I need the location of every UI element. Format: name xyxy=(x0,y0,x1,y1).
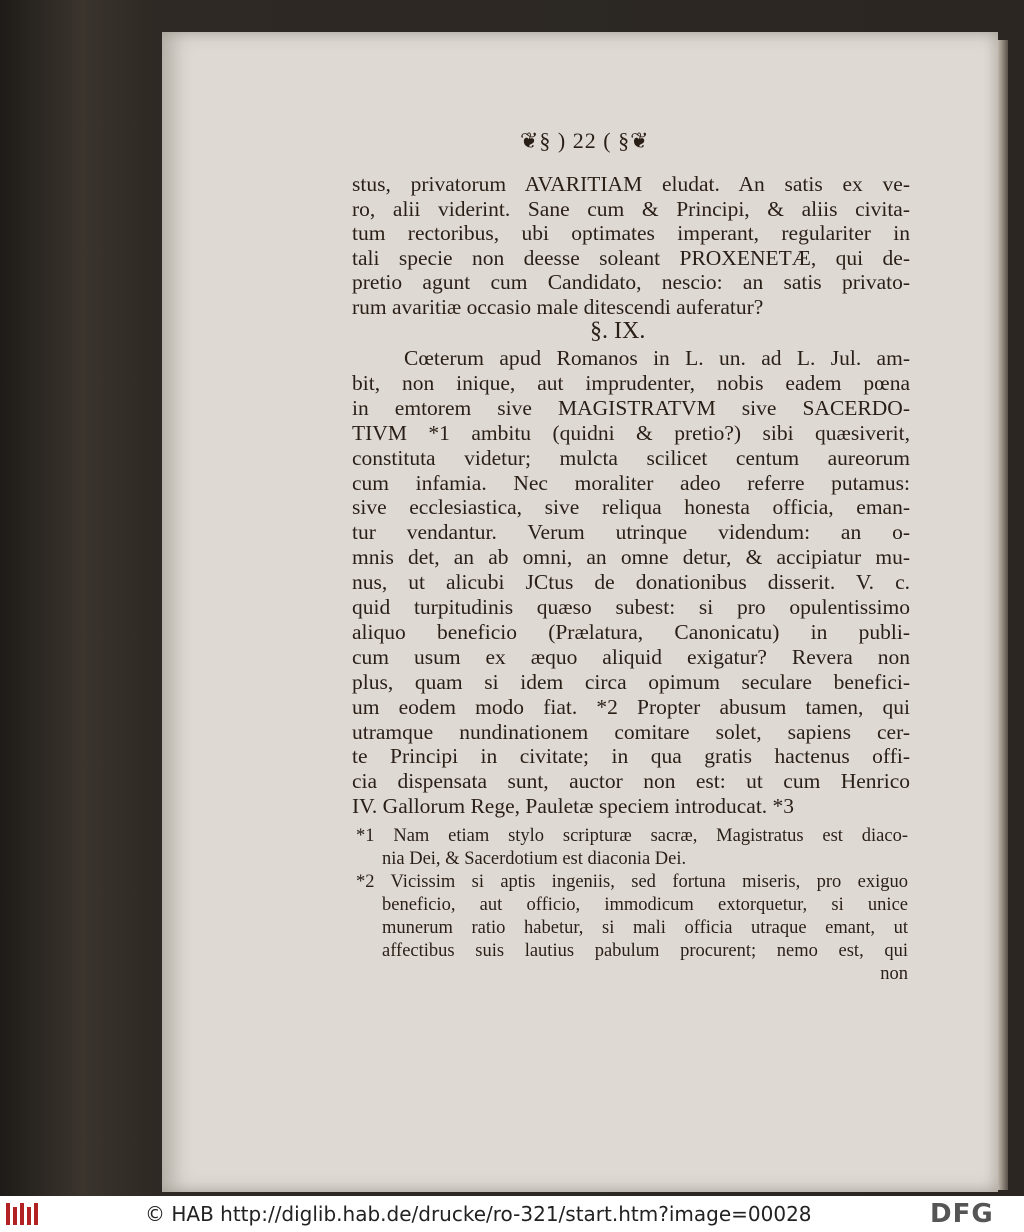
text-line: tur vendantur. Verum utrinque videndum: an o- xyxy=(352,520,910,545)
text-line: cum usum ex æquo aliquid exigatur? Revera non xyxy=(352,644,910,669)
footnote-line: *1 Nam etiam stylo scripturæ sacræ, Magistratus est diaco- xyxy=(356,826,908,846)
text-line: tali specie non deesse soleant PROXENETÆ, qui de- xyxy=(352,245,910,270)
text-line: quid turpitudinis quæso subest: si pro opulentissimo xyxy=(352,595,910,619)
text-line: nus, ut alicubi JCtus de donationibus disserit. V. c. xyxy=(352,570,910,595)
footnotes-block xyxy=(356,826,908,996)
text-line: plus, quam si idem circa opimum seculare benefici- xyxy=(352,669,910,694)
text-line: ro, alii viderint. Sane cum & Principi, & aliis civita- xyxy=(352,196,910,221)
text-line: mnis det, an ab omni, an omne detur, & accipiatur mu- xyxy=(352,545,910,570)
text-line: rum avaritiæ occasio male ditescendi auferatur? xyxy=(352,295,764,319)
footnote-line: nia Dei, & Sacerdotium est diaconia Dei. xyxy=(382,849,687,869)
hab-logo-icon xyxy=(4,1199,44,1229)
text-line: pretio agunt cum Candidato, nescio: an satis privato- xyxy=(352,270,910,295)
section-heading: §. IX. xyxy=(590,318,646,344)
footnote-line: non xyxy=(880,964,908,984)
text-line: IV. Gallorum Rege, Pauletæ speciem introducat. *3 xyxy=(352,794,795,819)
text-line: cia dispensata sunt, auctor non est: ut cum Henrico xyxy=(352,769,910,794)
text-line: sive ecclesiastica, sive reliqua honesta officia, eman- xyxy=(352,495,910,520)
text-line: Cœterum apud Romanos in L. un. ad L. Jul. am- xyxy=(404,346,910,370)
text-line: aliquo beneficio (Prælatura, Canonicatu) in publi- xyxy=(352,619,910,644)
text-line: tum rectoribus, ubi optimates imperant, regulariter in xyxy=(352,221,910,246)
footnote-line: beneficio, aut officio, immodicum extorquetur, si unice xyxy=(382,895,908,915)
dfg-logo: DFG xyxy=(930,1199,994,1229)
text-line: in emtorem sive MAGISTRATVM sive SACERDO- xyxy=(352,395,910,420)
text-line: um eodem modo fiat. *2 Propter abusum tamen, qui xyxy=(352,694,910,719)
copyright-url[interactable]: © HAB http://diglib.hab.de/drucke/ro-321/start.htm?image=00028 xyxy=(145,1202,812,1226)
text-line: TIVM *1 ambitu (quidni & pretio?) sibi quæsiverit, xyxy=(352,420,910,445)
text-line: bit, non inique, aut imprudenter, nobis eadem pœna xyxy=(352,370,910,395)
footnote-line: munerum ratio habetur, si mali officia utraque emant, ut xyxy=(382,918,908,938)
running-head: ❦§ ) 22 ( §❦ xyxy=(520,128,650,153)
page-edge xyxy=(998,40,1008,1190)
text-line: constituta videtur; mulcta scilicet centum aureorum xyxy=(352,445,910,470)
footnote-line: affectibus suis lautius pabulum procurent; nemo est, qui xyxy=(382,941,908,961)
text-line: utramque nundinationem comitare solet, sapiens cer- xyxy=(352,719,910,744)
footnote-line: *2 Vicissim si aptis ingeniis, sed fortuna miseris, pro exiguo xyxy=(356,872,908,892)
text-block-body xyxy=(352,346,910,826)
text-line: stus, privatorum AVARITIAM eludat. An satis ex ve- xyxy=(352,172,910,196)
text-line: te Principi in civitate; in qua gratis hactenus offi- xyxy=(352,744,910,769)
text-line: cum infamia. Nec moraliter adeo referre putamus: xyxy=(352,470,910,495)
